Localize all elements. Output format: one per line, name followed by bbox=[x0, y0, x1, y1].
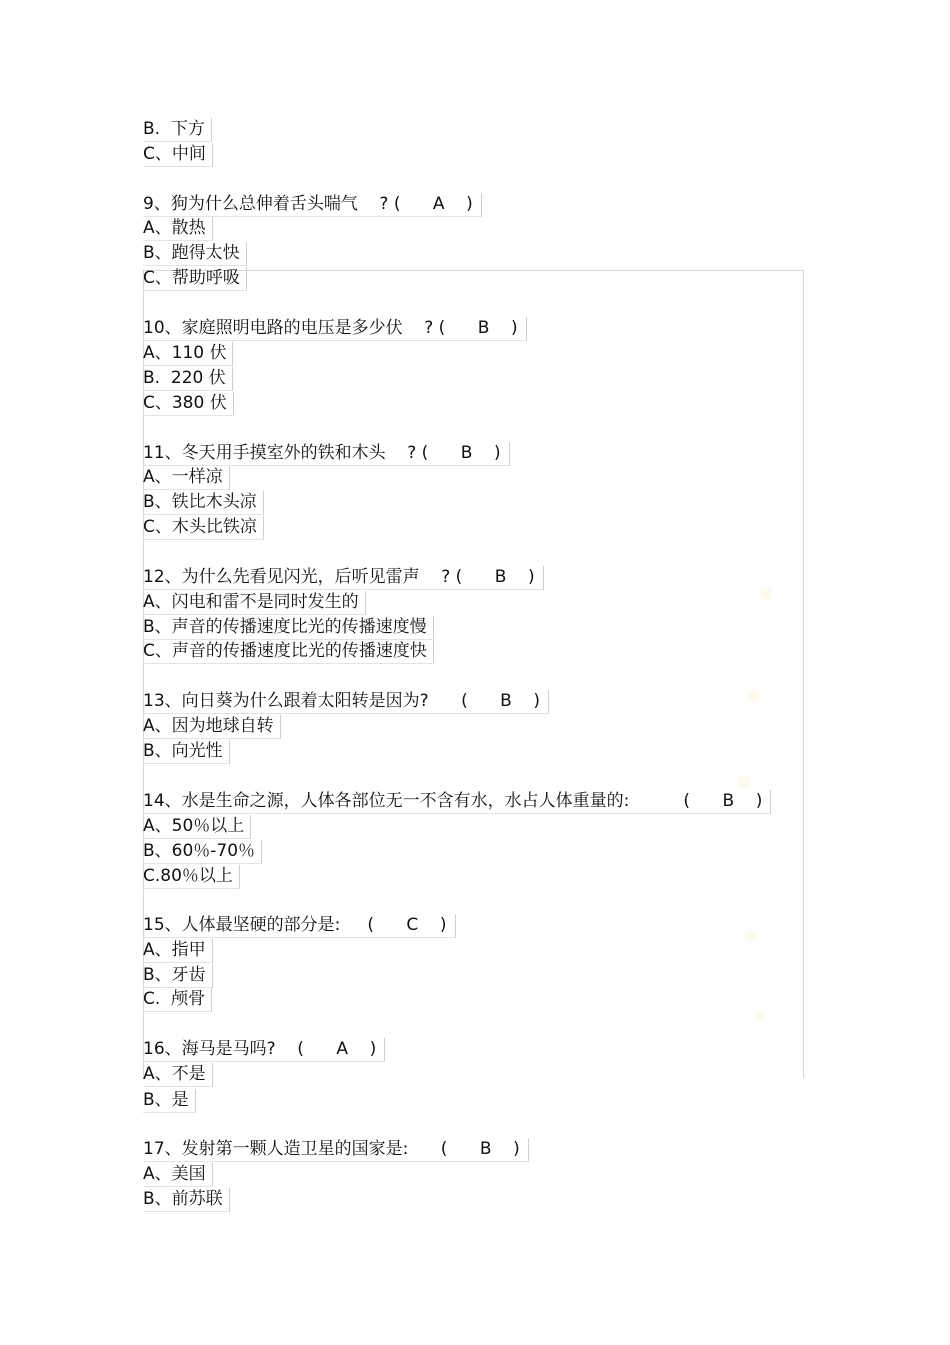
option-text: B、前苏联 bbox=[143, 1188, 230, 1212]
option-text: C、声音的传播速度比光的传播速度快 bbox=[143, 640, 434, 664]
option-line bbox=[143, 963, 213, 988]
question-line bbox=[143, 192, 482, 217]
option-text: C、木头比铁凉 bbox=[143, 516, 264, 540]
option-line bbox=[143, 639, 434, 664]
option-text: C. 颅骨 bbox=[143, 988, 212, 1012]
option-line bbox=[143, 341, 233, 366]
option-line bbox=[143, 266, 247, 291]
question-text: 9、狗为什么总伸着舌头喘气 ? ( A ) bbox=[143, 193, 482, 217]
option-text: B、跑得太快 bbox=[143, 242, 247, 266]
option-line bbox=[143, 142, 213, 167]
option-text: A、110 伏 bbox=[143, 342, 233, 366]
question-line bbox=[143, 689, 549, 714]
question-text: 14、水是生命之源，人体各部位无一不含有水，水占人体重量的: ( B ) bbox=[143, 790, 771, 814]
option-text: B. 下方 bbox=[143, 118, 212, 142]
option-text: A、一样凉 bbox=[143, 466, 230, 490]
option-line bbox=[143, 839, 262, 864]
option-line bbox=[143, 1162, 213, 1187]
option-text: B、向光性 bbox=[143, 740, 230, 764]
faint-mark bbox=[748, 690, 760, 702]
option-line bbox=[143, 864, 240, 889]
option-line bbox=[143, 714, 281, 739]
option-text: A、不是 bbox=[143, 1063, 213, 1087]
question-line bbox=[143, 1137, 529, 1162]
question-text: 17、发射第一颗人造卫星的国家是: ( B ) bbox=[143, 1138, 529, 1162]
question-text: 15、人体最坚硬的部分是: ( C ) bbox=[143, 914, 456, 938]
option-text: A、美国 bbox=[143, 1163, 213, 1187]
question-text: 16、海马是马吗? ( A ) bbox=[143, 1038, 385, 1062]
faint-mark bbox=[745, 930, 757, 942]
option-line bbox=[143, 938, 213, 963]
option-text: A、闪电和雷不是同时发生的 bbox=[143, 591, 366, 615]
option-text: B、60％-70％ bbox=[143, 840, 262, 864]
option-text: B、是 bbox=[143, 1089, 196, 1113]
option-line bbox=[143, 216, 213, 241]
question-line bbox=[143, 316, 527, 341]
option-text: C、380 伏 bbox=[143, 392, 234, 416]
option-text: A、50％以上 bbox=[143, 815, 251, 839]
question-line bbox=[143, 913, 456, 938]
option-line bbox=[143, 739, 230, 764]
question-text: 10、家庭照明电路的电压是多少伏 ? ( B ) bbox=[143, 317, 527, 341]
faint-mark bbox=[760, 588, 772, 600]
option-text: B. 220 伏 bbox=[143, 367, 233, 391]
question-line bbox=[143, 789, 771, 814]
option-line bbox=[143, 1088, 196, 1113]
option-line bbox=[143, 1062, 213, 1087]
option-text: C、帮助呼吸 bbox=[143, 267, 247, 291]
option-line bbox=[143, 241, 247, 266]
option-text: A、散热 bbox=[143, 217, 213, 241]
option-line bbox=[143, 590, 366, 615]
question-text: 13、向日葵为什么跟着太阳转是因为? ( B ) bbox=[143, 690, 549, 714]
question-line bbox=[143, 1037, 385, 1062]
option-line bbox=[143, 1187, 230, 1212]
option-text: A、因为地球自转 bbox=[143, 715, 281, 739]
option-text: A、指甲 bbox=[143, 939, 213, 963]
option-text: B、铁比木头凉 bbox=[143, 491, 264, 515]
faint-mark bbox=[738, 775, 750, 787]
option-line bbox=[143, 366, 233, 391]
option-line bbox=[143, 814, 251, 839]
faint-mark bbox=[754, 1010, 766, 1022]
option-line bbox=[143, 615, 434, 640]
question-text: 12、为什么先看见闪光，后听见雷声 ? ( B ) bbox=[143, 566, 544, 590]
question-text: 11、冬天用手摸室外的铁和木头 ? ( B ) bbox=[143, 442, 510, 466]
option-text: B、牙齿 bbox=[143, 964, 213, 988]
option-line bbox=[143, 490, 264, 515]
option-text: C.80％以上 bbox=[143, 865, 240, 889]
option-line bbox=[143, 465, 230, 490]
question-line bbox=[143, 565, 544, 590]
option-text: C、中间 bbox=[143, 143, 213, 167]
option-line bbox=[143, 117, 212, 142]
question-line bbox=[143, 441, 510, 466]
option-line bbox=[143, 515, 264, 540]
option-line bbox=[143, 987, 212, 1012]
option-text: B、声音的传播速度比光的传播速度慢 bbox=[143, 616, 434, 640]
option-line bbox=[143, 391, 234, 416]
frame-right-line bbox=[803, 270, 804, 1078]
